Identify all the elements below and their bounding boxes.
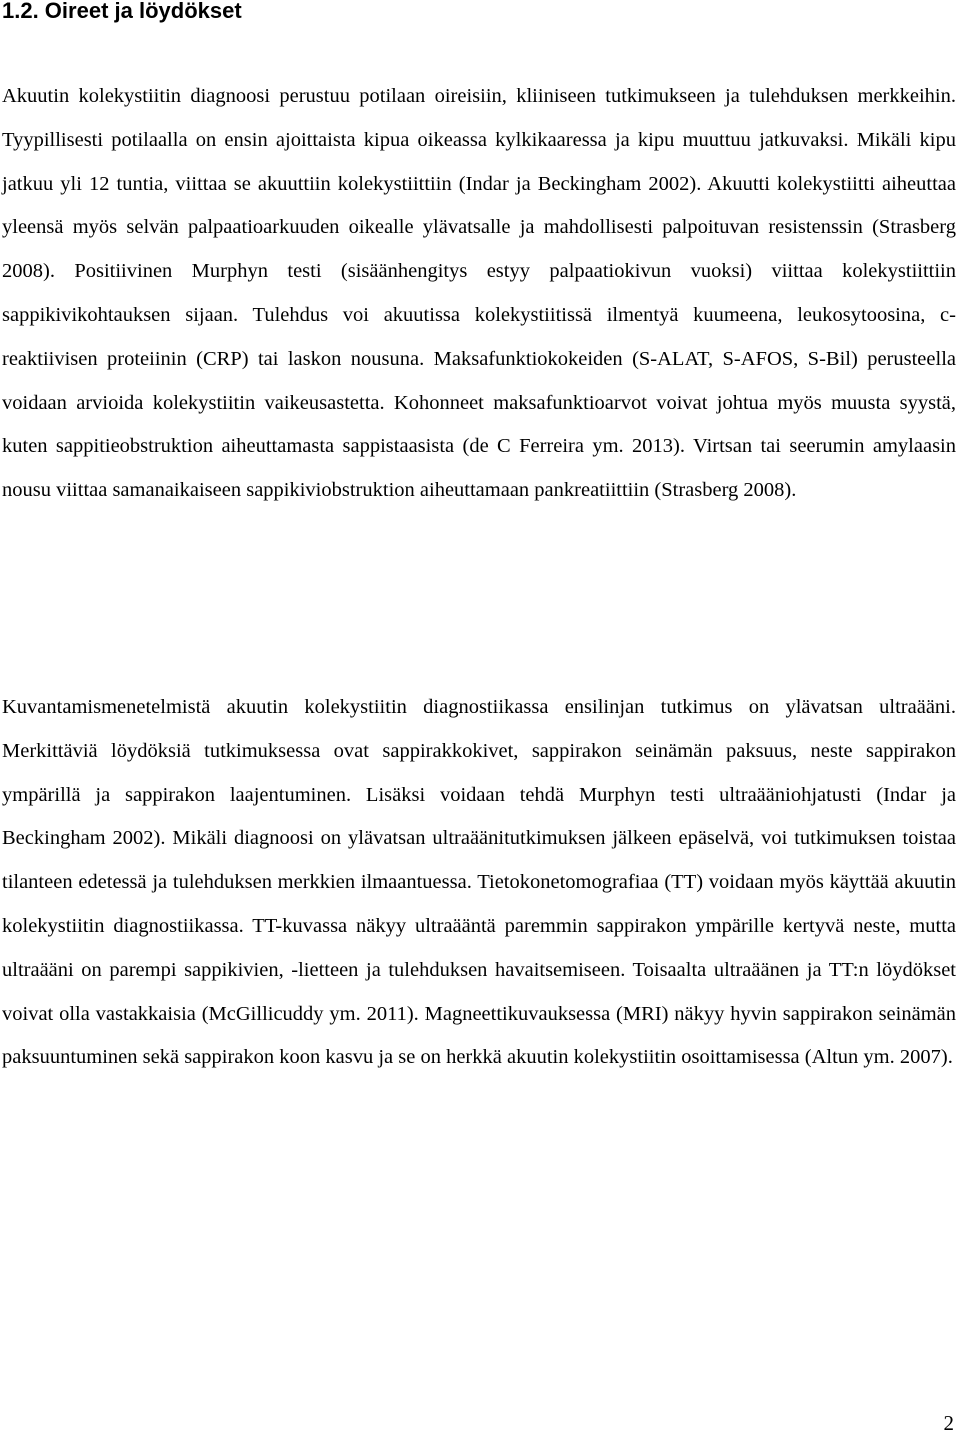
page-number: 2 xyxy=(943,1411,954,1435)
paragraph-symptoms: Akuutin kolekystiitin diagnoosi perustuu potilaan oireisiin, kliiniseen tutkimukseen ja tulehduksen merkkeihin. Tyypillisesti potilaalla on ensin ajoittaista kipua oikeassa kylkikaaressa ja kipu muuttuu jatkuvaksi. Mikäli kipu jatkuu yli 12 tuntia, viittaa se akuuttiin kolekystiittiin (Indar ja Beckingham 2002). Akuutti kolekystiitti aiheuttaa yleensä myös selvän palpaatioarkuuden oikealle ylävatsalle ja mahdollisesti palpoituvan resistenssin (Strasberg 2008). Positiivinen Murphyn testi (sisäänhengitys estyy palpaatiokivun vuoksi) viittaa kolekystiittiin sappikivikohtauksen sijaan. Tulehdus voi akuutissa kolekystiitissä ilmentyä kuumeena, leukosytoosina, c-reaktiivisen proteiinin (CRP) tai laskon nousuna. Maksafunktiokokeiden (S-ALAT, S-AFOS, S-Bil) perusteella voidaan arvioida kolekystiitin vaikeusastetta. Kohonneet maksafunktioarvot voivat johtua myös muusta syystä, kuten sappitieobstruktion aiheuttamasta sappistaasista (de C Ferreira ym. 2013). Virtsan tai seerumin amylaasin nousu viittaa samanaikaiseen sappikiviobstruktion aiheuttamaan pankreatiittiin (Strasberg 2008). xyxy=(2,85,956,502)
paragraph-imaging: Kuvantamismenetelmistä akuutin kolekystiitin diagnostiikassa ensilinjan tutkimus on ylävatsan ultraääni. Merkittäviä löydöksiä tutkimuksessa ovat sappirakkokivet, sappirakon seinämän paksuus, neste sappirakon ympärillä ja sappirakon laajentuminen. Lisäksi voidaan tehdä Murphyn testi ultraääniohjatusti (Indar ja Beckingham 2002). Mikäli diagnoosi on ylävatsan ultraäänitutkimuksen jälkeen epäselvä, voi tutkimuksen toistaa tilanteen edetessä ja tulehduksen merkkien ilmaantuessa. Tietokonetomografiaa (TT) voidaan myös käyttää akuutin kolekystiitin diagnostiikassa. TT-kuvassa näkyy ultraääntä paremmin sappirakon ympärille kertyvä neste, mutta ultraääni on parempi sappikivien, -lietteen ja tulehduksen havaitsemiseen. Toisaalta ultraäänen ja TT:n löydökset voivat olla vastakkaisia (McGillicuddy ym. 2011). Magneettikuvauksessa (MRI) näkyy hyvin sappirakon seinämän paksuuntuminen sekä sappirakon koon kasvu ja se on herkkä akuutin kolekystiitin osoittamisessa (Altun ym. 2007). xyxy=(2,696,956,1069)
section-heading: 1.2. Oireet ja löydökset xyxy=(2,0,242,23)
